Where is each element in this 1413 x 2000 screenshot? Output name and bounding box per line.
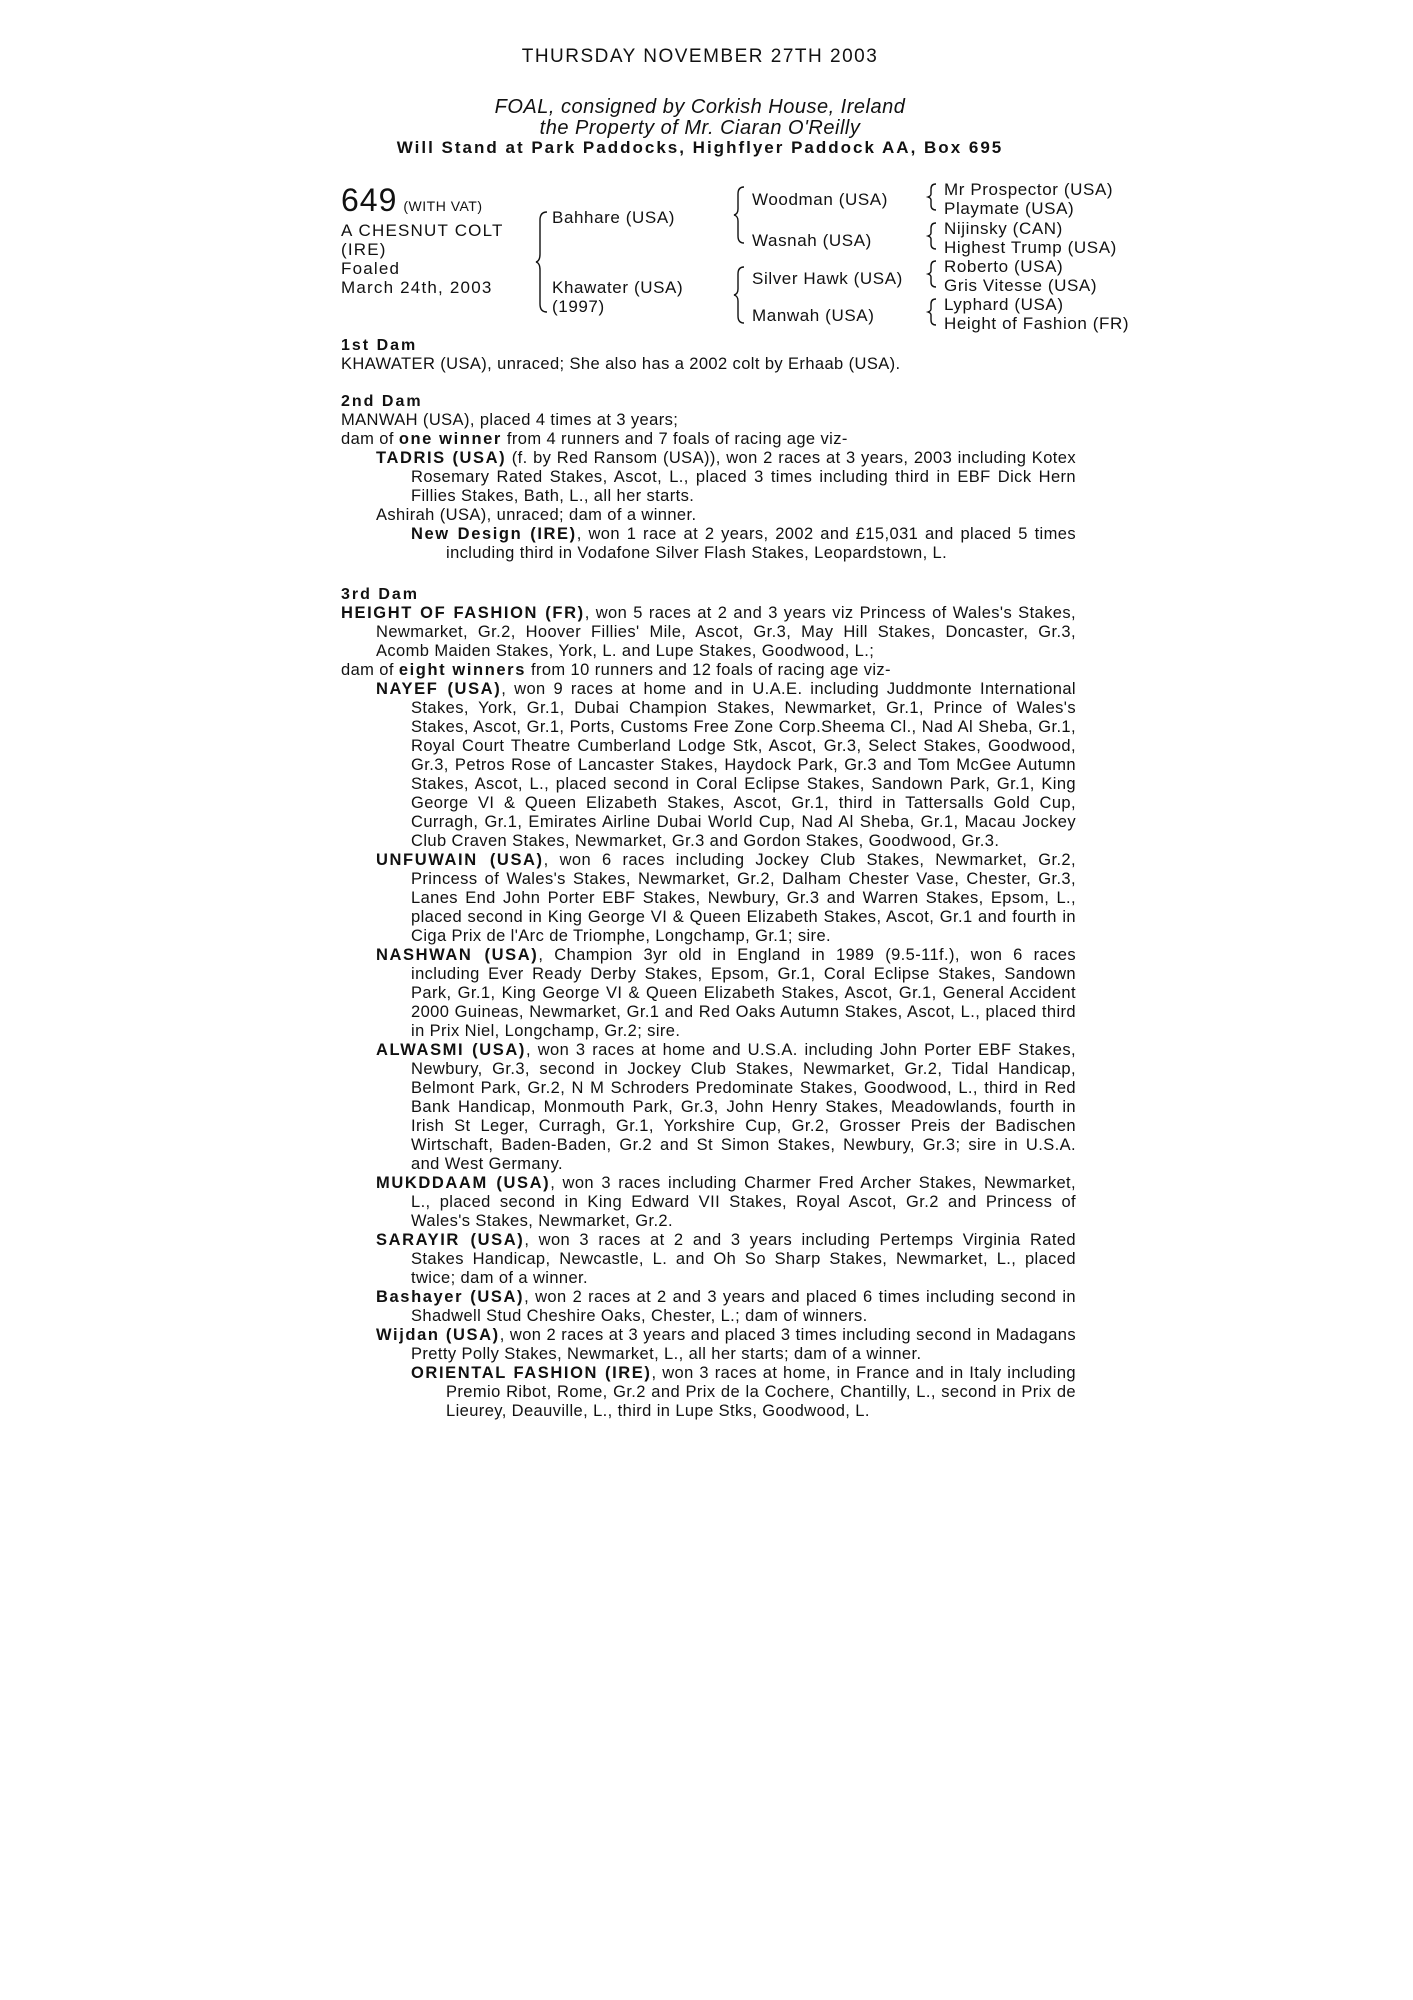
text-run: from 4 runners and 7 foals of racing age viz-: [501, 430, 848, 448]
text-run: dam of: [341, 661, 399, 679]
progeny-record: , won 2 races at 3 years and placed 3 times including second in Madagans Pretty Polly Stakes, Newmarket, L., all her starts; dam of a winner.: [411, 1326, 1076, 1363]
progeny-record: , won 3 races including Charmer Fred Archer Stakes, Newmarket, L., placed second in King Edward VII Stakes, Royal Ascot, Gr.2 and Princess of Wales's Stakes, Newmarket, Gr.2.: [411, 1174, 1077, 1230]
progeny-name: TADRIS (USA): [376, 449, 507, 467]
pedigree-gg-5: Roberto (USA): [944, 257, 1064, 276]
pedigree-gg-2: Playmate (USA): [944, 199, 1075, 218]
pedigree-gg-3: Nijinsky (CAN): [944, 219, 1063, 238]
foaled-date: March 24th, 2003: [341, 278, 493, 297]
horse-country: (IRE): [341, 240, 387, 259]
sale-date: THURSDAY NOVEMBER 27TH 2003: [521, 46, 879, 67]
progeny-record: , won 1 race at 2 years, 2002 and £15,031 and placed 5 times including third in Vodafone Silver Flash Stakes, Leopardstown, L.: [446, 525, 1076, 562]
horse-type: A CHESNUT COLT: [341, 221, 504, 240]
pedigree-bracket-gs4: [927, 297, 939, 327]
text-run: from 10 runners and 12 foals of racing age viz-: [525, 661, 891, 679]
third-dam-heading: 3rd Dam: [341, 586, 420, 603]
progeny-entry: [376, 1231, 1076, 1288]
third-dam-record: [341, 604, 1076, 661]
pedigree-bracket-gs2: [927, 221, 939, 251]
progeny-entry-new-design: [411, 525, 1076, 563]
progeny-name: New Design (IRE): [411, 525, 577, 543]
pedigree-dam: [552, 278, 683, 316]
pedigree-gg-7: Lyphard (USA): [944, 295, 1064, 314]
progeny-record: , won 6 races including Jockey Club Stakes, Newmarket, Gr.2, Princess of Wales's Stakes, Newmarket, Gr.2, Dalham Chester Vase, Chester, Gr.3, Lanes End John Porter EBF Stakes, Newbury, Gr.3 and Warren Stakes, Epsom, L., placed second in King George VI & Queen Elizabeth Stakes, Ascot, Gr.1 and fourth in Ciga Prix de l'Arc de Triomphe, Longchamp, Gr.1; sire.: [411, 851, 1076, 945]
pedigree-bracket-gs3: [927, 259, 939, 289]
progeny-name: UNFUWAIN (USA): [376, 851, 544, 869]
lot-heading: [341, 182, 483, 219]
progeny-record: (f. by Red Ransom (USA)), won 2 races at 3 years, 2003 including Kotex Rosemary Rated Stakes, Ascot, L., placed 3 times including third in EBF Dick Hern Fillies Stakes, Bath, L., all her starts.: [411, 449, 1076, 505]
second-dam-heading: 2nd Dam: [341, 393, 423, 410]
progeny-entry: [376, 1174, 1076, 1231]
text-run: dam of: [341, 430, 399, 448]
progeny-name: MUKDDAAM (USA): [376, 1174, 551, 1192]
pedigree-dam-year: (1997): [552, 297, 605, 316]
pedigree-gg-4: Highest Trump (USA): [944, 238, 1117, 257]
progeny-name: Bashayer (USA): [376, 1288, 525, 1306]
third-dam-produce-line: [341, 661, 1076, 680]
winner-count: eight winners: [398, 661, 526, 679]
stable-location: Will Stand at Park Paddocks, Highflyer Paddock AA, Box 695: [396, 138, 1004, 157]
progeny-name: NAYEF (USA): [376, 680, 502, 698]
first-dam-heading: 1st Dam: [341, 337, 418, 354]
pedigree-bracket-dam: [734, 265, 748, 325]
pedigree-sire-sire: Woodman (USA): [752, 190, 888, 209]
progeny-name: NASHWAN (USA): [376, 946, 539, 964]
progeny-entry-ashirah: Ashirah (USA), unraced; dam of a winner.: [376, 506, 697, 524]
progeny-entry-oriental-fashion: [411, 1364, 1076, 1421]
progeny-record: , won 9 races at home and in U.A.E. including Juddmonte International Stakes, York, Gr.1, Dubai Champion Stakes, Newmarket, Gr.1, Prince of Wales's Stakes, Ascot, Gr.1, Ports, Customs Free Zone Corp.Sheema Cl., Nad Al Sheba, Gr.1, Royal Court Theatre Cumberland Lodge Stk, Ascot, Gr.3, Select Stakes, Goodwood, Gr.3, Petros Rose of Lancaster Stakes, Haydock Park, Gr.3 and Tom McGee Autumn Stakes, Ascot, L., placed second in Coral Eclipse Stakes, Sandown Park, Gr.1, King George VI & Queen Elizabeth Stakes, Ascot, Gr.1, third in Tattersalls Gold Cup, Curragh, Gr.1, Emirates Airline Dubai World Cup, Nad Al Sheba, Gr.1, Macau Jockey Club Craven Stakes, Newmarket, Gr.3 and Gordon Stakes, Goodwood, Gr.3.: [411, 680, 1076, 850]
pedigree-dam-name: Khawater (USA): [552, 278, 684, 297]
pedigree-bracket-main: [535, 210, 551, 314]
pedigree-gg-6: Gris Vitesse (USA): [944, 276, 1098, 295]
vat-note: (WITH VAT): [403, 198, 483, 214]
pedigree-gg-8: Height of Fashion (FR): [944, 314, 1130, 333]
pedigree-bracket-sire: [734, 185, 748, 245]
progeny-name: ALWASMI (USA): [376, 1041, 526, 1059]
progeny-entry: [376, 946, 1076, 1041]
progeny-entry-tadris: [376, 449, 1076, 506]
winner-count: one winner: [398, 430, 502, 448]
pedigree-sire-dam: Wasnah (USA): [752, 231, 872, 250]
progeny-record: , won 2 races at 2 and 3 years and placed 6 times including second in Shadwell Stud Cheshire Oaks, Chester, L.; dam of winners.: [411, 1288, 1076, 1325]
progeny-record: , Champion 3yr old in England in 1989 (9.5-11f.), won 6 races including Ever Ready Derby Stakes, Epsom, Gr.1, Coral Eclipse Stakes, Sandown Park, Gr.1, King George VI & Queen Elizabeth Stakes, Ascot, Gr.1, General Accident 2000 Guineas, Newmarket, Gr.1 and Red Oaks Autumn Stakes, Ascot, L., placed third in Prix Niel, Longchamp, Gr.2; sire.: [411, 946, 1076, 1040]
progeny-entry: [376, 1288, 1076, 1326]
progeny-record: , won 3 races at 2 and 3 years including Pertemps Virginia Rated Stakes Handicap, Newcastle, L. and Oh So Sharp Stakes, Newmarket, L., placed twice; dam of a winner.: [411, 1231, 1076, 1287]
progeny-record: , won 3 races at home, in France and in Italy including Premio Ribot, Rome, Gr.2 and Prix de la Cochere, Chantilly, L., second in Prix de Lieurey, Deauville, L., third in Lupe Stks, Goodwood, L.: [446, 1364, 1076, 1420]
progeny-record: , won 3 races at home and U.S.A. including John Porter EBF Stakes, Newbury, Gr.3, second in Jockey Club Stakes, Newmarket, Gr.2, Tidal Handicap, Belmont Park, Gr.2, N M Schroders Predominate Stakes, Goodwood, L., third in Red Bank Handicap, Monmouth Park, Gr.3, John Henry Stakes, Meadowlands, fourth in Irish St Leger, Curragh, Gr.1, Yorkshire Cup, Gr.2, Grosser Preis der Badischen Wirtschaft, Baden-Baden, Gr.2 and St Simon Stakes, Newbury, Gr.3; sire in U.S.A. and West Germany.: [411, 1041, 1076, 1173]
progeny-name: SARAYIR (USA): [376, 1231, 525, 1249]
consignor-line: FOAL, consigned by Corkish House, Ireland: [494, 96, 906, 118]
first-dam-text: KHAWATER (USA), unraced; She also has a 2002 colt by Erhaab (USA).: [341, 355, 901, 373]
catalogue-notes: [341, 336, 1076, 1421]
dam-name: HEIGHT OF FASHION (FR): [341, 604, 585, 622]
pedigree-dam-sire: Silver Hawk (USA): [752, 269, 903, 288]
second-dam-line1: MANWAH (USA), placed 4 times at 3 years;: [341, 411, 679, 429]
owner-line: the Property of Mr. Ciaran O'Reilly: [539, 117, 861, 139]
progeny-entry: [376, 680, 1076, 851]
progeny-entry: [376, 851, 1076, 946]
horse-description: [341, 221, 504, 297]
progeny-entry: [376, 1041, 1076, 1174]
dam-record: , won 5 races at 2 and 3 years viz Princess of Wales's Stakes, Newmarket, Gr.2, Hoover Fillies' Mile, Ascot, Gr.3, May Hill Stakes, Doncaster, Gr.3, Acomb Maiden Stakes, York, L. and Lupe Stakes, Goodwood, L.;: [376, 604, 1076, 660]
progeny-name: Wijdan (USA): [376, 1326, 500, 1344]
pedigree-dam-dam: Manwah (USA): [752, 306, 875, 325]
pedigree-gg-1: Mr Prospector (USA): [944, 180, 1114, 199]
foaled-label: Foaled: [341, 259, 401, 278]
progeny-name: ORIENTAL FASHION (IRE): [411, 1364, 652, 1382]
lot-number: 649: [341, 182, 398, 218]
pedigree-sire: Bahhare (USA): [552, 208, 676, 227]
progeny-entry: [376, 1326, 1076, 1364]
second-dam-line2: [341, 430, 1076, 449]
pedigree-bracket-gs1: [927, 182, 939, 212]
